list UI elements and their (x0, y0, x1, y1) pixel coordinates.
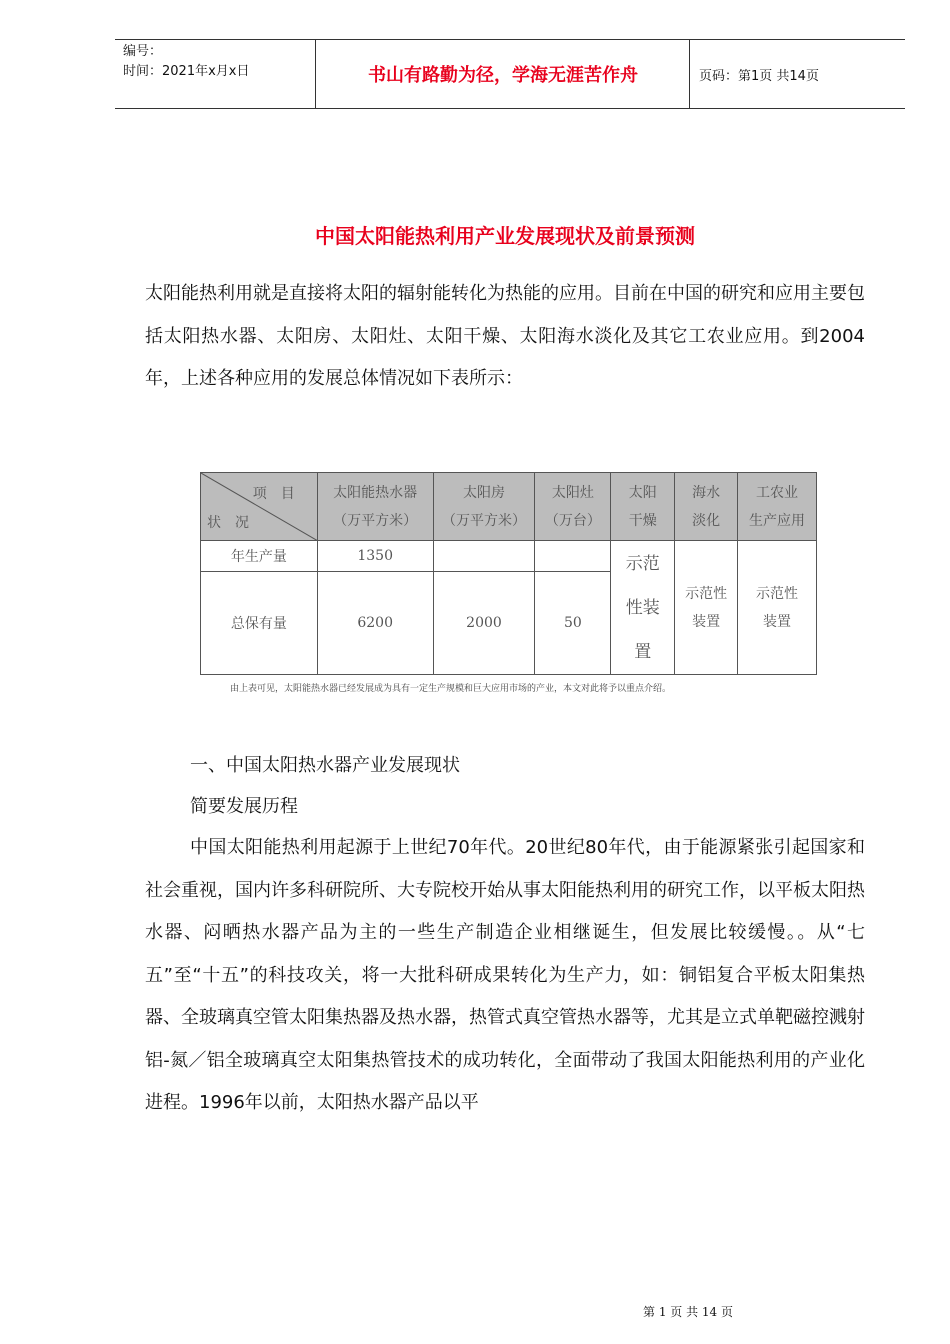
table-row (201, 541, 817, 572)
data-table-figure (200, 472, 817, 677)
page-footer: 第 1 页 共 14 页 (643, 1305, 733, 1319)
column-header-line: 生产应用 (749, 512, 806, 529)
number-label: 编号： (123, 44, 163, 59)
cell-line: 示范 (625, 553, 660, 574)
table-note: 由上表可见，太阳能热水器已经发展成为具有一定生产规模和巨大应用市场的产业，本文对此将予以重点介绍。 (230, 684, 672, 694)
header-motto: 书山有路勤为径，学海无涯苦作舟 (368, 65, 638, 86)
table-cell (433, 541, 535, 572)
table-corner-cell (201, 473, 318, 541)
section-heading: 一、中国太阳热水器产业发展现状 (190, 755, 460, 776)
cell-line: 性装 (625, 597, 660, 618)
column-header-line: 海水 (692, 484, 721, 501)
column-header-line: 太阳 (628, 484, 657, 501)
table-column-header (535, 473, 611, 541)
intro-paragraph: 太阳能热利用就是直接将太阳的辐射能转化为热能的应用。目前在中国的研究和应用主要包括太阳热水器、太阳房、太阳灶、太阳干燥、太阳海水淡化及其它工农业应用。到2004年，上述各种应用的发展总体情况如下表所示： (145, 283, 865, 389)
document-title: 中国太阳能热利用产业发展现状及前景预测 (315, 224, 695, 248)
header-page-info: 页码：第1页 共14页 (699, 68, 819, 84)
row-label: 年生产量 (201, 541, 318, 572)
header-divider (315, 40, 316, 108)
column-header-line: （万台） (544, 512, 601, 529)
table-column-header (433, 473, 535, 541)
table-column-header (317, 473, 433, 541)
page-header (115, 39, 905, 109)
time-label: 时间：2021年x月x日 (123, 64, 250, 79)
corner-top-label: 项 目 (252, 486, 295, 502)
corner-bottom-label: 状 况 (207, 515, 249, 531)
cell-line: 置 (634, 641, 652, 662)
table-cell-demo-dry (611, 541, 675, 675)
column-header-line: （万平方米） (442, 512, 526, 529)
row-label: 总保有量 (201, 572, 318, 675)
column-header-line: 淡化 (692, 512, 721, 529)
cell-line: 装置 (692, 613, 721, 630)
column-header-line: 太阳灶 (551, 484, 594, 501)
cell-line: 装置 (763, 613, 792, 630)
column-header-line: 干燥 (628, 512, 657, 529)
table-cell: 6200 (317, 572, 433, 675)
data-table (200, 472, 817, 675)
table-column-header (675, 473, 738, 541)
table-column-header (611, 473, 675, 541)
column-header-line: 工农业 (756, 484, 799, 501)
table-cell (535, 541, 611, 572)
table-cell: 50 (535, 572, 611, 675)
table-cell-demo-sea (675, 541, 738, 675)
column-header-line: 太阳房 (463, 484, 505, 501)
table-column-header (738, 473, 817, 541)
subsection-heading: 简要发展历程 (190, 796, 298, 817)
header-divider (689, 40, 690, 108)
column-header-line: 太阳能热水器 (333, 484, 418, 501)
table-cell: 2000 (433, 572, 535, 675)
table-cell-demo-ind (738, 541, 817, 675)
cell-line: 示范性 (685, 585, 728, 602)
cell-line: 示范性 (756, 585, 799, 602)
column-header-line: （万平方米） (333, 512, 418, 529)
table-cell: 1350 (317, 541, 433, 572)
header-meta (123, 42, 249, 82)
body-paragraph: 中国太阳能热利用起源于上世纪70年代。20世纪80年代，由于能源紧张引起国家和社会重视，国内许多科研院所、大专院校开始从事太阳能热利用的研究工作，以平板太阳热水器、闷晒热水器产品为主的一些生产制造企业相继诞生，但发展比较缓慢。。从“七五”至“十五”的科技攻关，将一大批科研成果转化为生产力，如：铜铝复合平板太阳集热器、全玻璃真空管太阳集热器及热水器，热管式真空管热水器等，尤其是立式单靶磁控溅射铝-氮／铝全玻璃真空太阳集热管技术的成功转化，全面带动了我国太阳能热利用的产业化进程。1996年以前，太阳热水器产品以平 (145, 837, 865, 1113)
